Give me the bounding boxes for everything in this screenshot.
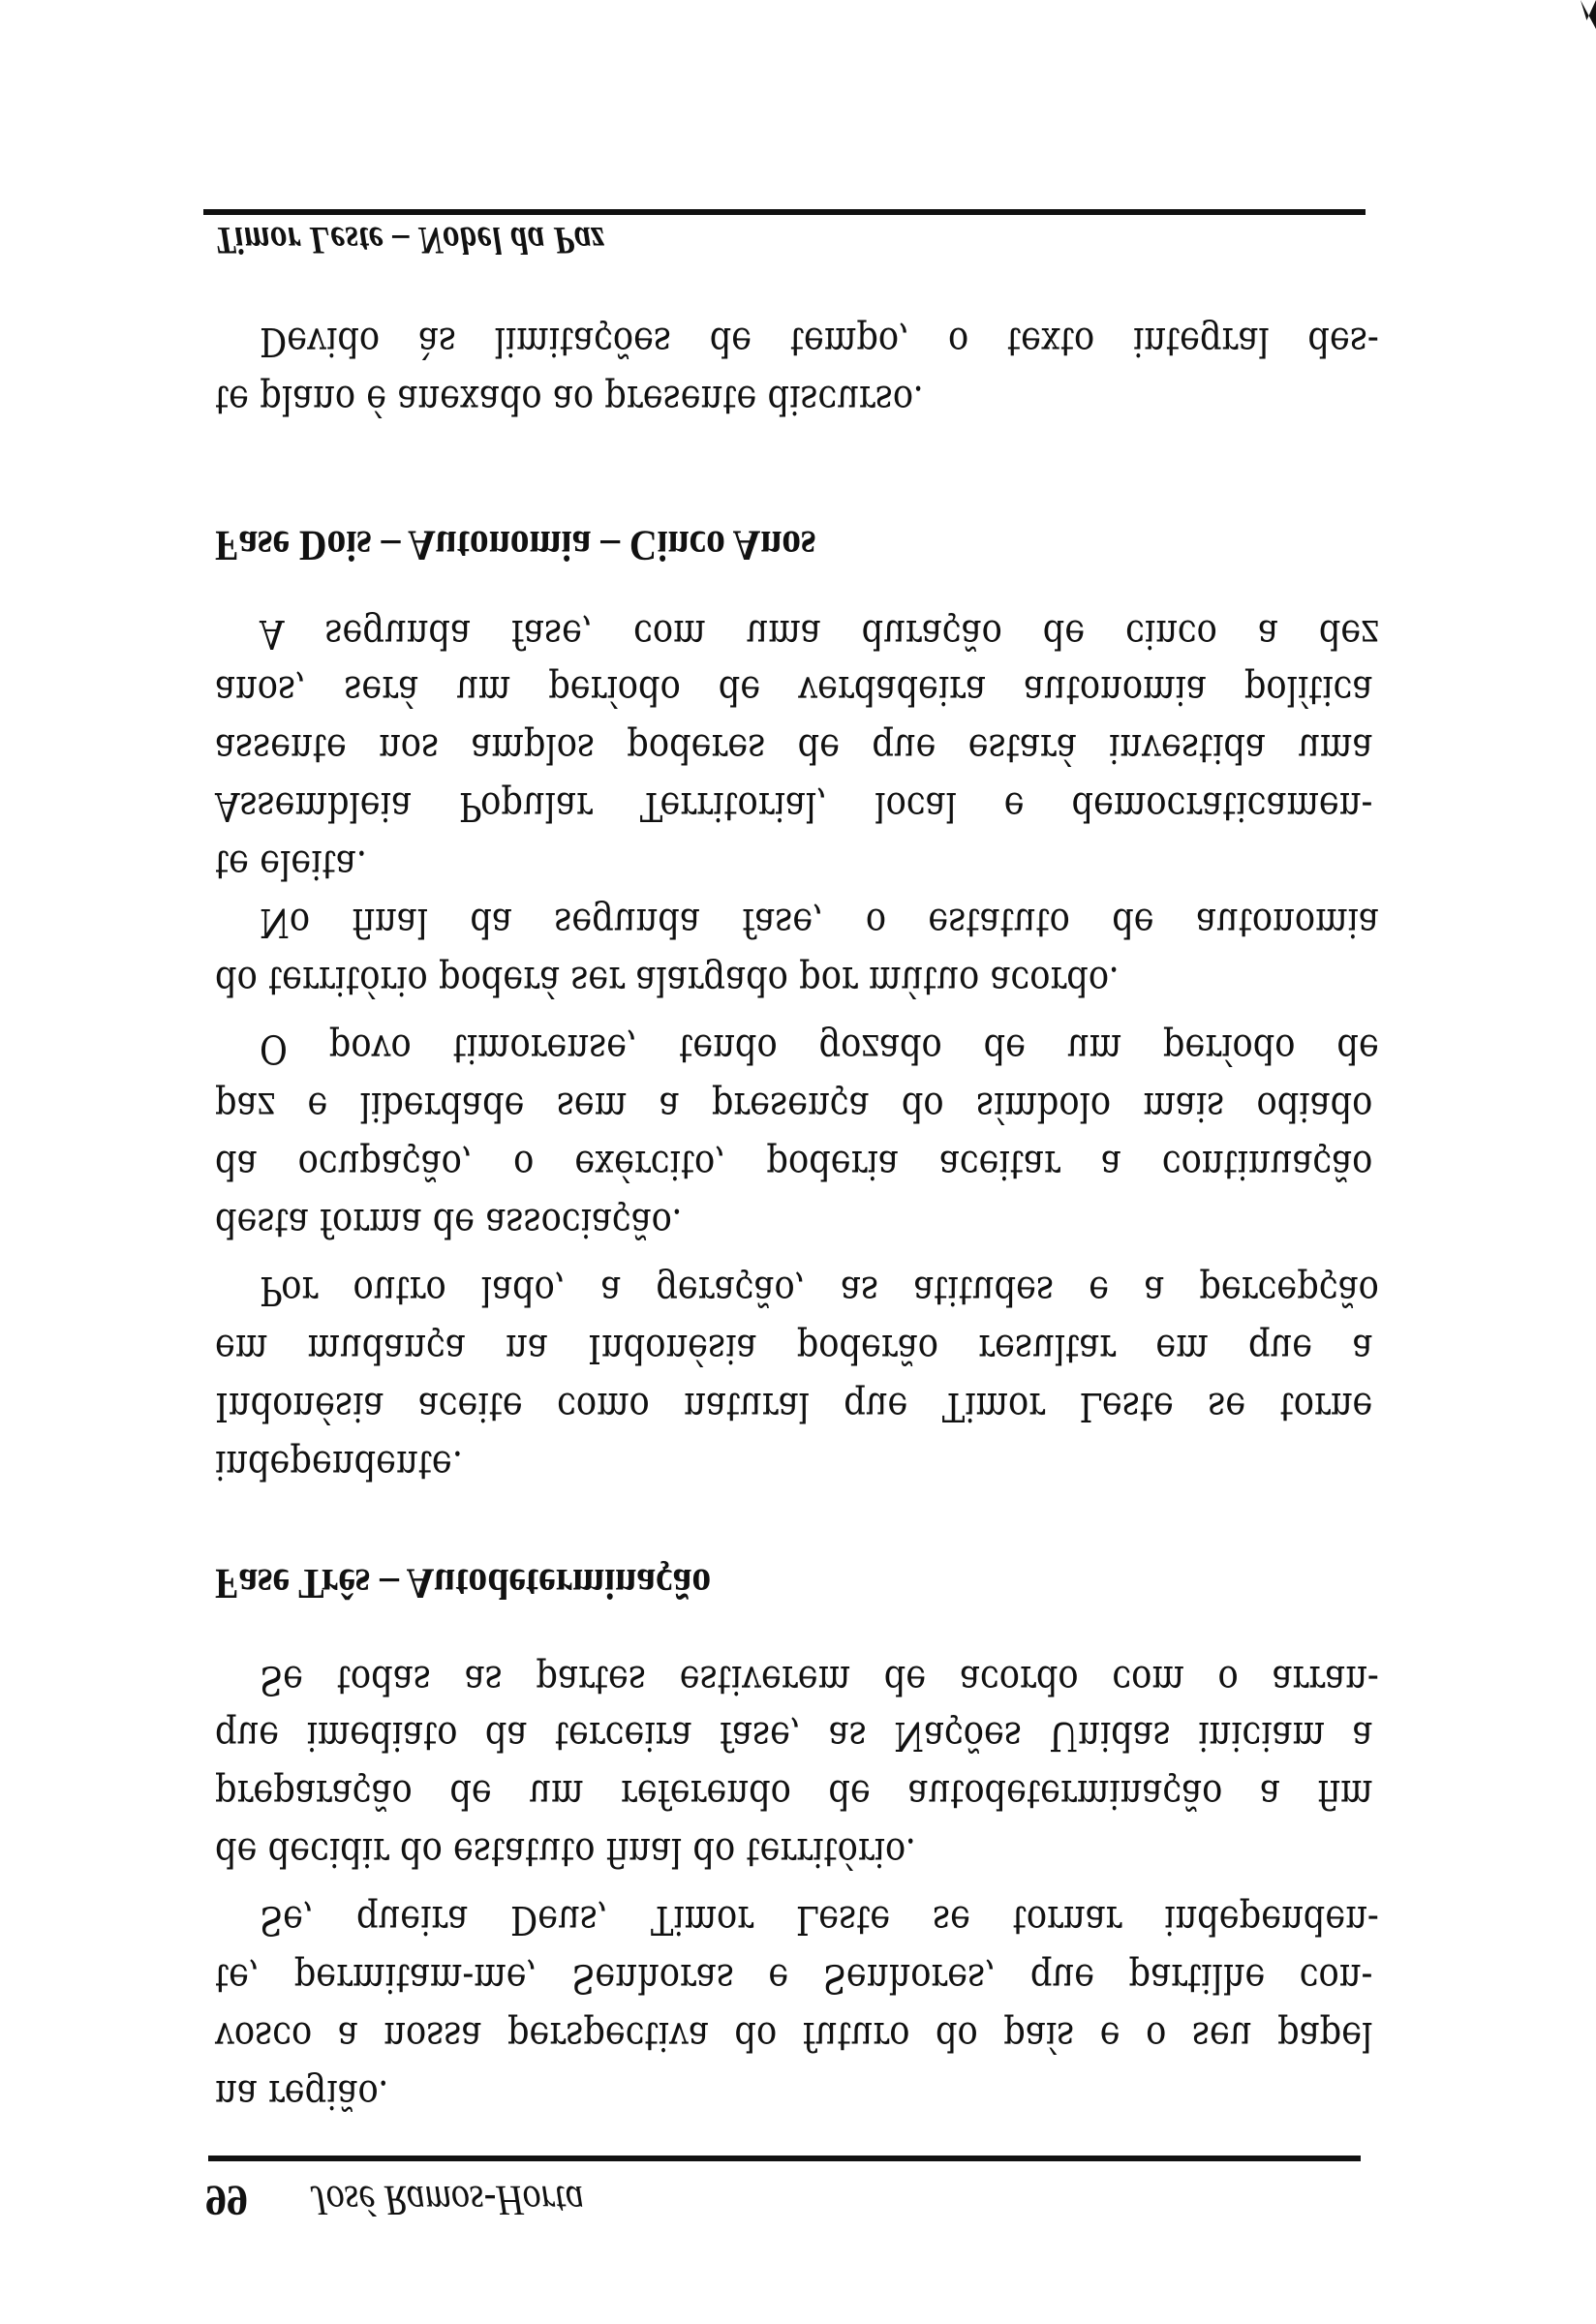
- text-line: do território poderá ser alargado por mútuo acordo.: [215, 958, 1120, 1004]
- text-line: Se todas as partes estiverem de acordo com o arran-: [260, 1657, 1379, 1703]
- text-line: da ocupação, o exército, poderia aceitar a continuação: [215, 1142, 1373, 1188]
- text-line: na região.: [215, 2071, 389, 2118]
- text-line: em mudança na Indonésia poderão resultar em que a: [215, 1326, 1373, 1372]
- footer-author: José Ramos-Horta: [310, 2177, 584, 2224]
- text-line: Se, queira Deus, Timor Leste se tornar independen-: [260, 1897, 1379, 1943]
- scan-artifact: [1581, 0, 1596, 29]
- text-line: Assembleia Popular Territorial, local e democraticamen-: [215, 783, 1373, 830]
- page-number: 99: [205, 2177, 248, 2224]
- text-line: de decidir do estatuto final do território.: [215, 1829, 916, 1876]
- footer-rule: [208, 2156, 1361, 2161]
- text-line: Por outro lado, a geração, as atitudes e a percepção: [260, 1268, 1379, 1314]
- text-line: anos, será um período de verdadeira autonomia política: [215, 667, 1373, 714]
- section-heading-fase-dois: Fase Dois – Autonomia – Cinco Anos: [215, 522, 816, 569]
- text-line: O povo timorense, tendo gozado de um período de: [260, 1025, 1379, 1072]
- text-line: A segunda fase, com uma duração de cinco a dez: [260, 611, 1379, 657]
- text-line: vosco a nossa perspectiva do futuro do país e o seu papel: [215, 2013, 1373, 2060]
- text-line: paz e liberdade sem a presença do símbolo mais odiado: [215, 1084, 1373, 1130]
- text-line: assente nos amplos poderes de que estará investida uma: [215, 725, 1373, 772]
- header-rule: [203, 209, 1366, 215]
- text-line: preparação de um referendo de autodeterminação a fim: [215, 1771, 1373, 1818]
- text-line: te, permitam-me, Senhoras e Senhores, que partilhe con-: [215, 1955, 1373, 2002]
- section-heading-fase-tres: Fase Três – Autodeterminação: [215, 1560, 712, 1607]
- text-line: Indonésia aceite como natural que Timor Leste se torne: [215, 1384, 1373, 1430]
- text-line: No final da segunda fase, o estatuto de autonomia: [260, 900, 1379, 946]
- text-line: que imediato da terceira fase, as Nações Unidas iniciam a: [215, 1713, 1373, 1759]
- text-line: independente.: [215, 1442, 463, 1488]
- text-line: desta forma de associação.: [215, 1200, 683, 1246]
- text-line: te eleita.: [215, 841, 367, 888]
- text-line: Devido às limitações de tempo, o texto integral des-: [260, 319, 1379, 365]
- text-line: te plano é anexado ao presente discurso.: [215, 377, 924, 423]
- running-head: Timor Leste – Nobel da Paz: [215, 219, 605, 262]
